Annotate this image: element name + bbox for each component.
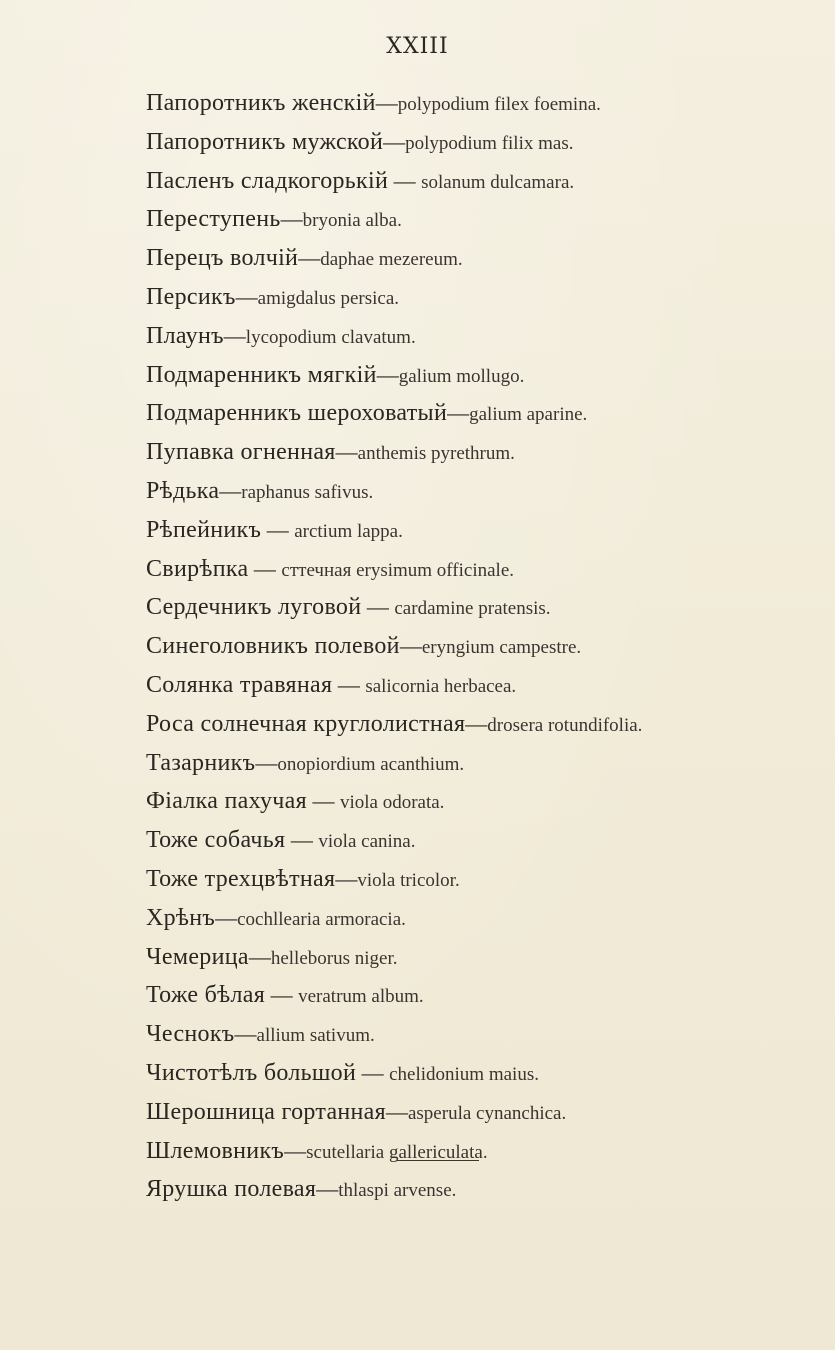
dash: — [234,1021,257,1047]
russian-name: Пасленъ сладкогорькій [146,167,389,194]
russian-name: Тоже бѣлая [146,982,266,1009]
latin-name: veratrum album. [298,986,424,1008]
russian-name: Чистотѣлъ большой [146,1059,357,1086]
list-item [146,84,786,123]
latin-name: onopiordium acanthium. [277,753,465,775]
list-item [146,588,786,627]
list-item [146,200,786,239]
russian-name: Тоже трехцвѣтная [146,865,336,892]
russian-name: Персикъ [146,283,236,310]
latin-name: arctium lappa. [294,520,403,542]
list-item [146,821,786,860]
dash: — [248,943,271,969]
list-item [146,938,786,977]
dash: — [261,516,295,542]
latin-name: salicornia herbacea. [365,675,517,697]
latin-name: viola canina. [318,831,416,853]
latin-name: lycopodium clavatum. [245,326,416,348]
dash: — [316,1176,339,1202]
russian-name: Свирѣпка [146,555,249,582]
russian-name: Чеснокъ [146,1021,235,1048]
russian-name: Тазарникъ [146,749,256,776]
latin-name: helleborus niger. [270,947,398,969]
dash: — [335,865,358,891]
list-item [146,705,786,744]
russian-name: Синеголовникъ полевой [146,633,400,660]
latin-name: allium sativum. [256,1025,375,1047]
list-item [146,394,786,433]
latin-name: chelidonium maius. [389,1063,539,1085]
dash: — [306,788,340,814]
list-item [146,1054,786,1093]
dash: — [376,361,399,387]
plant-list [146,84,786,1209]
dash: — [465,710,488,736]
list-item [146,1093,786,1132]
russian-name: Ярушка полевая [146,1176,317,1203]
latin-name: daphae mezereum. [320,249,463,271]
dash: — [298,245,321,271]
russian-name: Подмаренникъ мягкій [146,361,377,388]
list-item [146,976,786,1015]
dash: — [219,477,242,503]
latin-name: сттечная erysimum officinale. [281,559,515,581]
dash: — [215,904,238,930]
list-item [146,1015,786,1054]
latin-name: bryonia alba. [302,210,402,232]
latin-name: polypodium filex foemina. [397,94,601,115]
latin-name: asperula cynanchica. [407,1102,567,1124]
russian-name: Чемерица [146,943,249,970]
russian-name: Сердечникъ луговой [146,594,362,621]
russian-name: Переступень [146,206,281,233]
russian-name: Плаунъ [146,322,224,349]
latin-name: polypodium filix mas. [405,132,574,154]
list-item [146,511,786,550]
latin-name: solanum dulcamara. [421,171,575,193]
dash: — [335,439,358,465]
russian-name: Фіалка пахучая [146,788,307,815]
dash: — [332,671,366,697]
dash: — [385,1098,408,1124]
list-item [146,550,786,589]
dash: — [388,167,422,193]
russian-name: Хрѣнъ [146,904,216,931]
dash: — [235,283,258,309]
russian-name: Роса солнечная круглолистная [146,710,466,737]
list-item [146,356,786,395]
dash: — [223,322,246,348]
latin-name: eryngium campestre. [421,637,582,659]
dash: — [248,555,282,581]
list-item [146,899,786,938]
list-item [146,860,786,899]
list-item [146,1170,786,1209]
russian-name: Рѣпейникъ [146,516,262,543]
latin-name: drosera rotundifolia. [487,714,643,736]
latin-name: amigdalus persica. [257,287,400,309]
list-item [146,278,786,317]
latin-name: raphanus safivus. [241,481,374,503]
russian-name: Пупавка огненная [146,439,336,466]
latin-name: galium aparine. [469,404,588,426]
dash: — [375,90,398,115]
dash: — [280,206,303,232]
list-item [146,472,786,511]
latin-name: galium mollugo. [398,365,525,387]
end-rule [397,1160,479,1161]
dash: — [361,594,395,620]
russian-name: Подмаренникъ шероховатый [146,400,448,427]
russian-name: Перецъ волчій [146,245,299,272]
russian-name: Папоротникъ мужской [146,128,384,155]
russian-name: Рѣдька [146,477,220,504]
dash: — [284,1137,307,1163]
list-item [146,1132,786,1171]
dash: — [255,749,278,775]
list-item [146,627,786,666]
latin-name: thlaspi arvense. [338,1180,457,1202]
latin-name: viola tricolor. [357,869,460,891]
latin-name: cardamine pratensis. [394,598,551,620]
russian-name: Шлемовникъ [146,1137,285,1164]
list-item [146,433,786,472]
dash: — [383,128,406,154]
page-number: XXIII [386,34,449,59]
list-item [146,744,786,783]
russian-name: Папоротникъ женскій [146,90,376,116]
russian-name: Солянка травяная [146,671,333,698]
list-item [146,782,786,821]
dash: — [399,633,422,659]
list-item [146,666,786,705]
latin-name: anthemis pyrethrum. [357,443,515,465]
list-item [146,317,786,356]
list-item [146,239,786,278]
russian-name: Шерошница гортанная [146,1098,386,1125]
dash: — [447,400,470,426]
latin-name: cochllearia armoracia. [237,908,406,930]
dash: — [265,982,299,1008]
latin-name: scutellaria gallericulata. [306,1141,488,1163]
dash: — [356,1059,390,1085]
list-item [146,162,786,201]
russian-name: Тоже собачья [146,827,286,854]
latin-name: viola odorata. [339,792,445,814]
list-item [146,123,786,162]
dash: — [285,827,319,853]
